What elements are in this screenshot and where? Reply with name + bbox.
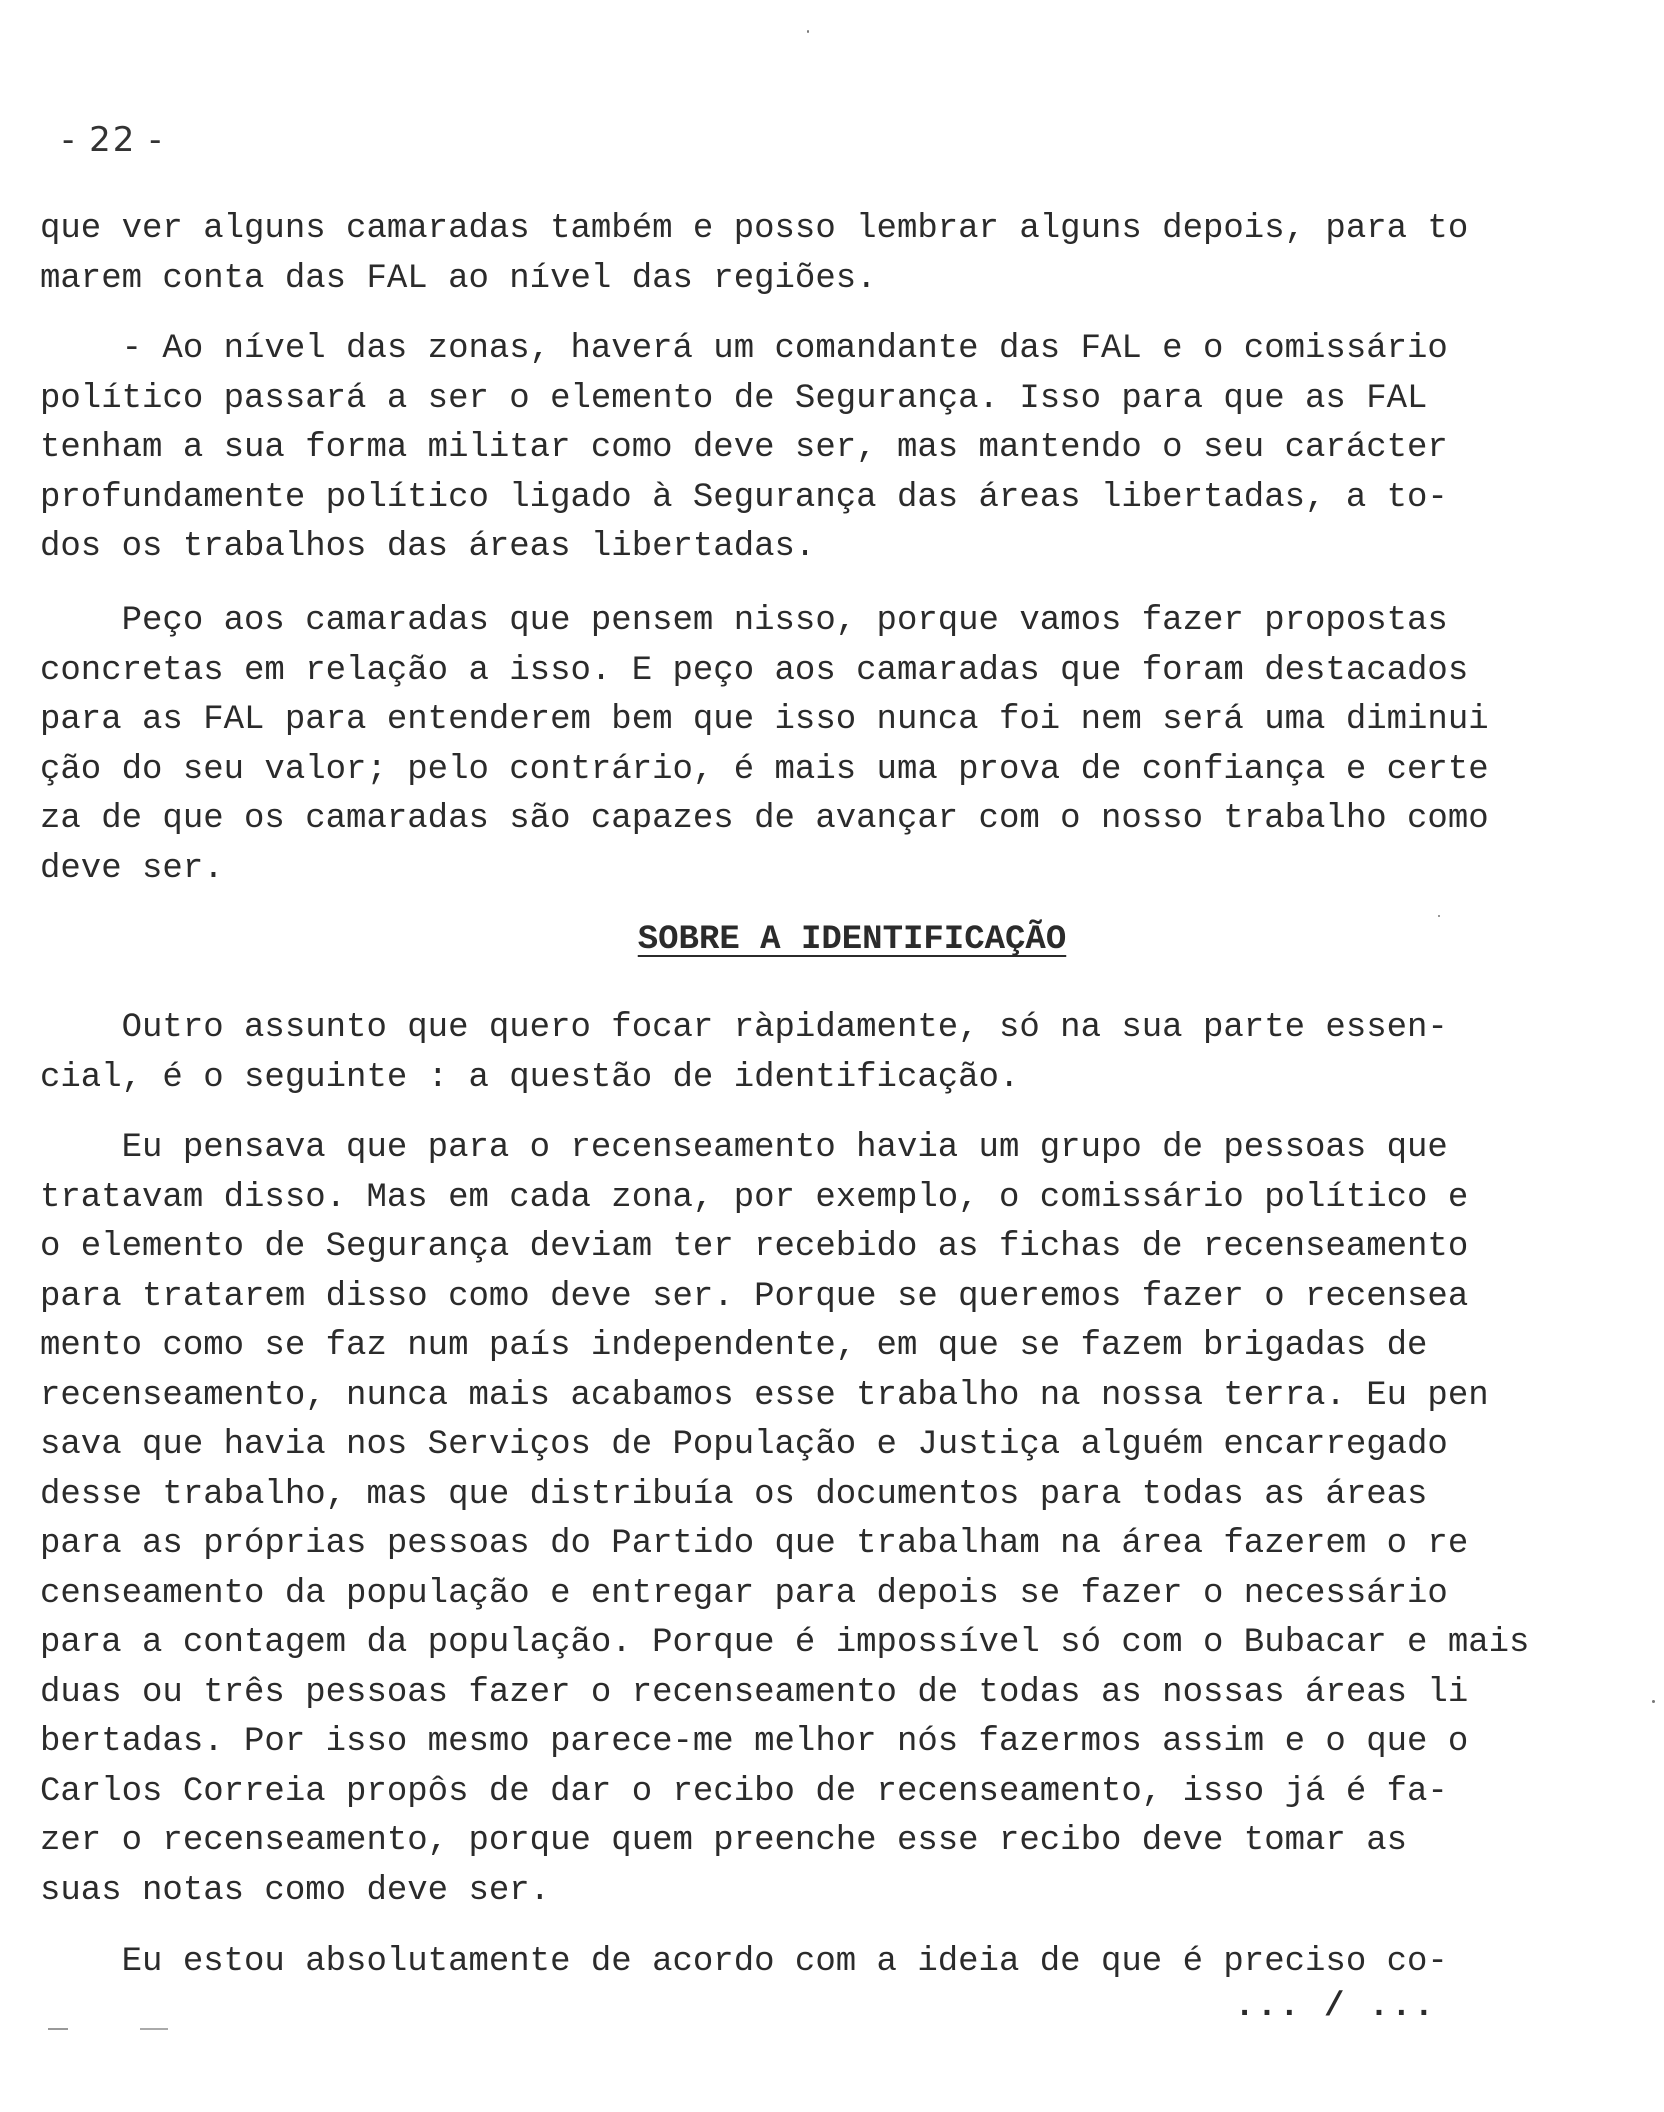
text-line: - Ao nível das zonas, haverá um comandante das FAL e o comissário bbox=[40, 330, 1448, 368]
text-line: duas ou três pessoas fazer o recenseamento de todas as nossas áreas li bbox=[40, 1673, 1469, 1712]
text-line: Carlos Correia propôs de dar o recibo de recenseamento, isso já é fa- bbox=[40, 1772, 1448, 1811]
scan-speck bbox=[48, 2028, 68, 2030]
text-line: para as próprias pessoas do Partido que trabalham na área fazerem o re bbox=[40, 1525, 1469, 1563]
text-line: Outro assunto que quero focar ràpidamente, só na sua parte essen- bbox=[40, 1009, 1448, 1047]
paragraph-1 bbox=[40, 205, 1500, 304]
text-line: político passará a ser o elemento de Segurança. Isso para que as FAL bbox=[40, 379, 1428, 418]
text-line: ção do seu valor; pelo contrário, é mais uma prova de confiança e certe bbox=[40, 750, 1489, 789]
text-line: desse trabalho, mas que distribuía os documentos para todas as áreas bbox=[40, 1475, 1428, 1514]
text-line: marem conta das FAL ao nível das regiões. bbox=[40, 259, 877, 298]
text-line: censeamento da população e entregar para depois se fazer o necessário bbox=[40, 1574, 1448, 1613]
section-heading bbox=[0, 920, 1664, 960]
text-line: recenseamento, nunca mais acabamos esse trabalho na nossa terra. Eu pen bbox=[40, 1376, 1489, 1415]
text-line: bertadas. Por isso mesmo parece-me melhor nós fazermos assim e o que o bbox=[40, 1723, 1469, 1761]
page-number: - 22 - bbox=[62, 120, 164, 160]
text-line: que ver alguns camaradas também e posso lembrar alguns depois, para to bbox=[40, 210, 1469, 248]
text-line: suas notas como deve ser. bbox=[40, 1871, 551, 1910]
scan-speck bbox=[807, 30, 809, 33]
text-line: Peço aos camaradas que pensem nisso, porque vamos fazer propostas bbox=[40, 602, 1448, 640]
text-line: cial, é o seguinte : a questão de identificação. bbox=[40, 1058, 1020, 1097]
scan-speck bbox=[1438, 915, 1440, 917]
section-heading-text: SOBRE A IDENTIFICAÇÃO bbox=[637, 921, 1067, 959]
text-line: concretas em relação a isso. E peço aos camaradas que foram destacados bbox=[40, 651, 1469, 690]
text-line: sava que havia nos Serviços de População e Justiça alguém encarregado bbox=[40, 1426, 1448, 1464]
scan-speck bbox=[1652, 1700, 1655, 1703]
text-line: deve ser. bbox=[40, 849, 224, 888]
text-line: Eu pensava que para o recenseamento havia um grupo de pessoas que bbox=[40, 1129, 1448, 1167]
paragraph-4 bbox=[40, 1004, 1500, 1103]
paragraph-2 bbox=[40, 325, 1500, 573]
text-line: para tratarem disso como deve ser. Porque se queremos fazer o recensea bbox=[40, 1277, 1469, 1316]
text-line: zer o recenseamento, porque quem preenche esse recibo deve tomar as bbox=[40, 1822, 1408, 1860]
text-line: para a contagem da população. Porque é impossível só com o Bubacar e mais bbox=[40, 1624, 1530, 1662]
continuation-mark: ... / ... bbox=[1234, 1988, 1436, 2026]
paragraph-5 bbox=[40, 1124, 1530, 1916]
scan-speck bbox=[140, 2028, 168, 2030]
text-line: profundamente político ligado à Segurança das áreas libertadas, a to- bbox=[40, 478, 1448, 517]
text-line: mento como se faz num país independente, em que se fazem brigadas de bbox=[40, 1327, 1428, 1365]
text-line: tratavam disso. Mas em cada zona, por exemplo, o comissário político e bbox=[40, 1178, 1469, 1217]
text-line: para as FAL para entenderem bem que isso nunca foi nem será uma diminui bbox=[40, 701, 1489, 739]
paragraph-6 bbox=[40, 1938, 1500, 1988]
paragraph-3 bbox=[40, 597, 1500, 894]
text-line: o elemento de Segurança deviam ter recebido as fichas de recenseamento bbox=[40, 1228, 1469, 1266]
text-line: dos os trabalhos das áreas libertadas. bbox=[40, 528, 816, 566]
text-line: za de que os camaradas são capazes de avançar com o nosso trabalho como bbox=[40, 800, 1489, 838]
text-line: Eu estou absolutamente de acordo com a ideia de que é preciso co- bbox=[40, 1943, 1448, 1981]
text-line: tenham a sua forma militar como deve ser, mas mantendo o seu carácter bbox=[40, 429, 1448, 467]
